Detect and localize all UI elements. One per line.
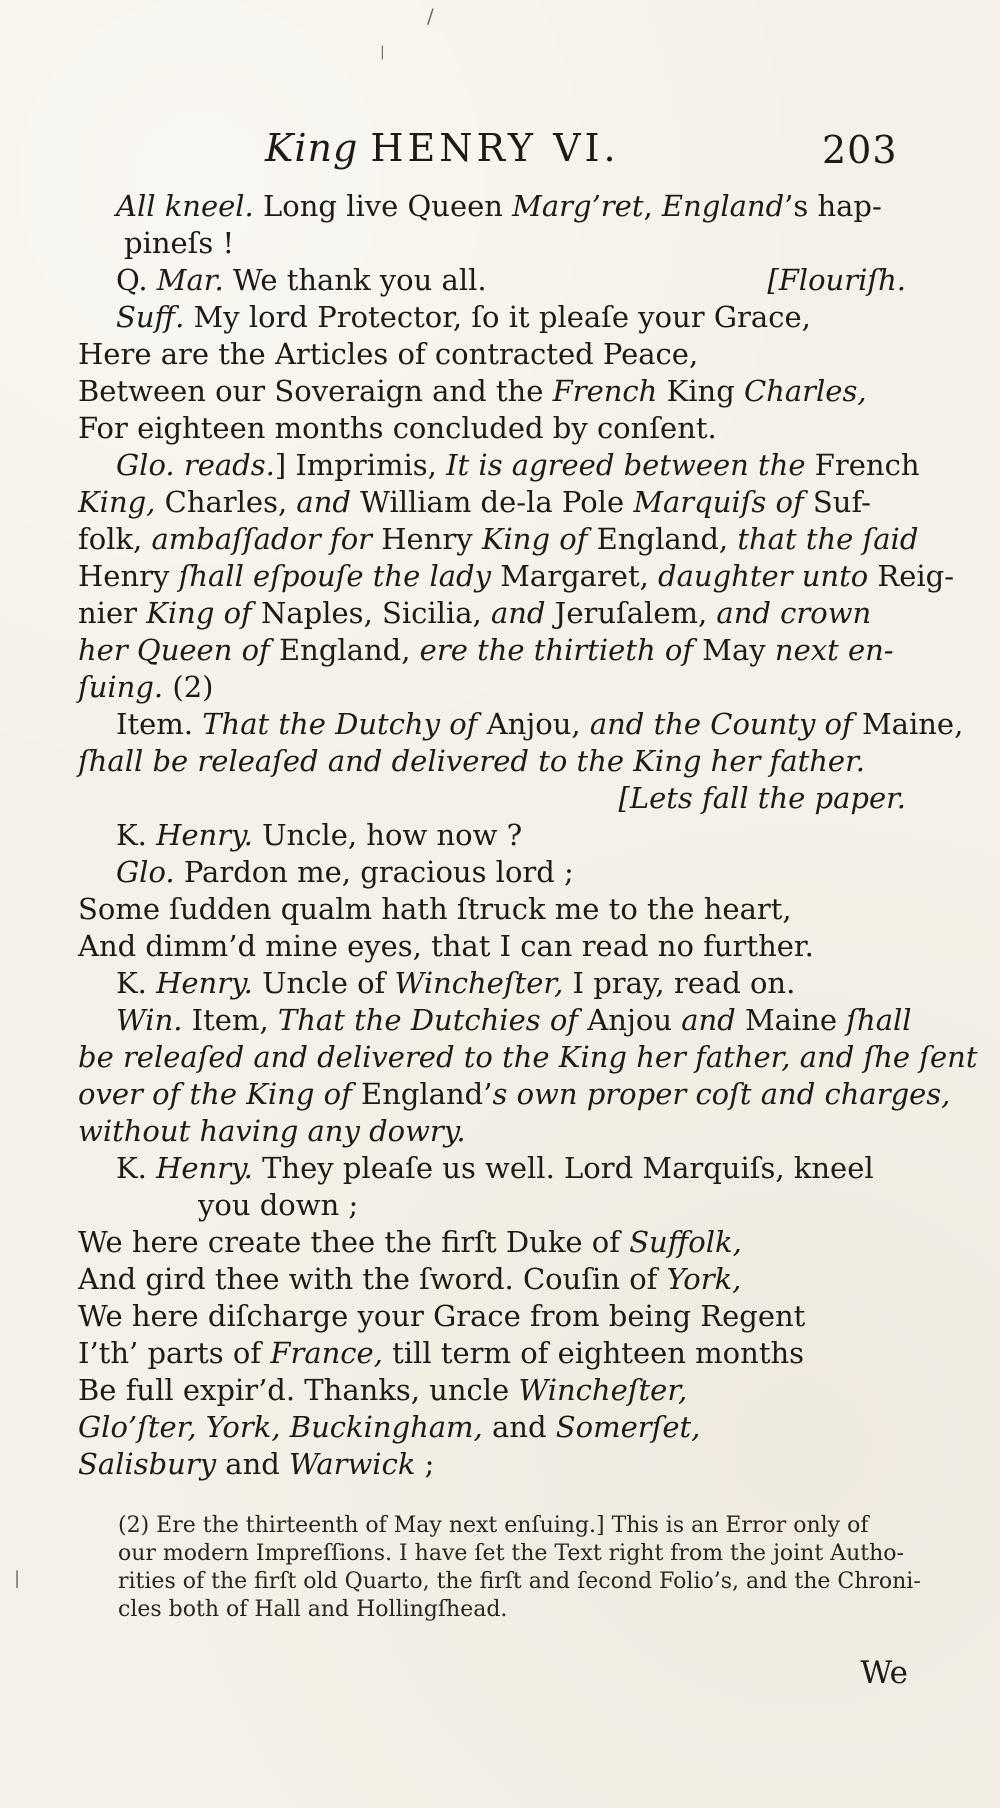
italic-text: her: [78, 633, 137, 667]
text-line: [78, 1372, 912, 1409]
italic-text: daughter unto: [658, 559, 869, 593]
running-head: [265, 126, 620, 170]
name: Marg’ret: [512, 189, 644, 223]
text-line: [78, 1409, 912, 1446]
name: Somerſet,: [555, 1410, 701, 1444]
line-text: [281, 1410, 290, 1444]
text-line: [78, 521, 919, 558]
line-text: Pardon me, gracious lord ;: [174, 855, 574, 889]
text-line: [78, 891, 912, 928]
name: Buckingham,: [289, 1410, 483, 1444]
text-line: [78, 1298, 912, 1335]
line-text: Uncle of: [252, 966, 395, 1000]
italic-text: without having any dowry.: [78, 1114, 466, 1148]
running-head-main: HENRY VI.: [370, 126, 620, 170]
speaker: Henry.: [156, 1151, 253, 1185]
italic-text: be releaſed and delivered to the King her father, and ſhe ſent: [78, 1040, 978, 1074]
line-text: My lord Protector, ſo it pleaſe your Grace,: [184, 300, 811, 334]
speaker: Glo.: [116, 855, 175, 889]
line-text: We here diſcharge your Grace from being Regent: [78, 1299, 806, 1333]
line-text: Maine,: [852, 707, 964, 741]
line-text: Maine: [735, 1003, 847, 1037]
top-tick-mark: |: [380, 44, 385, 60]
italic-text: ere the thirtieth of: [419, 633, 694, 667]
line-text: And dimm’d mine eyes, that I can read no further.: [78, 929, 814, 963]
name: Charles,: [743, 374, 867, 408]
italic-text: over of the King of: [78, 1077, 352, 1111]
line-text: Anjou,: [477, 707, 590, 741]
italic-text: That the Dutchy of: [202, 707, 478, 741]
name: Salisbury: [78, 1447, 217, 1481]
line-text: Charles,: [155, 485, 297, 519]
italic-text: ſuing.: [78, 670, 164, 704]
text-line: [78, 188, 912, 225]
line-text: Between our Soveraign and the: [78, 374, 553, 408]
line-text: Long live Queen: [253, 189, 513, 223]
speaker: Glo. reads.: [116, 448, 275, 482]
text-line: [78, 558, 955, 595]
text-line: [78, 373, 912, 410]
italic-text: King of: [481, 522, 588, 556]
name: York,: [205, 1410, 281, 1444]
line-text: Suf-: [803, 485, 871, 519]
line-text: Item,: [182, 1003, 278, 1037]
text-line: [78, 1113, 912, 1150]
line-text: Be full expir’d. Thanks, uncle: [78, 1373, 519, 1407]
footnote-line: rities of the firſt old Quarto, the firſt and ſecond Folio’s, and the Chroni-: [118, 1569, 921, 1594]
line-text: Some ſudden qualm hath ſtruck me to the heart,: [78, 892, 792, 926]
line-text: ;: [415, 1447, 435, 1481]
name: York,: [666, 1262, 742, 1296]
italic-text: next en-: [774, 633, 894, 667]
text-line: [78, 1335, 912, 1372]
line-text: K.: [116, 966, 157, 1000]
italic-text: s own proper coſt and charges,: [492, 1077, 951, 1111]
italic-text: That the Dutchies of: [277, 1003, 579, 1037]
text-line: [78, 669, 912, 706]
name: Suffolk,: [629, 1225, 742, 1259]
name: Wincheſter,: [518, 1373, 688, 1407]
line-text: Margaret,: [491, 559, 659, 593]
line-text: till term of eighteen months: [382, 1336, 805, 1370]
text-line: [78, 817, 912, 854]
italic-text: and crown: [716, 596, 872, 630]
text-line: [78, 447, 920, 484]
name: Wincheſter,: [394, 966, 564, 1000]
line-text: William de-la Pole: [350, 485, 634, 519]
speaker: Suff.: [116, 300, 185, 334]
running-head-italic: King: [265, 126, 359, 170]
line-text: you down ;: [198, 1188, 359, 1222]
text-line: [78, 1261, 912, 1298]
line-text: folk,: [78, 522, 152, 556]
speaker: All kneel.: [116, 189, 254, 223]
italic-text: King of: [146, 596, 252, 630]
line-text: May: [693, 633, 775, 667]
line-text: King: [657, 374, 744, 408]
line-text: And gird thee with the ſword. Couſin of: [78, 1262, 667, 1296]
line-text: nier: [78, 596, 147, 630]
line-text: and: [216, 1447, 290, 1481]
text-line: [78, 928, 912, 965]
text-line: [78, 854, 912, 891]
stage-direction: [Flouriſh.: [767, 263, 906, 297]
line-text: Item.: [116, 707, 203, 741]
text-line: [78, 706, 964, 743]
speaker: Henry.: [156, 966, 253, 1000]
text-line: [78, 299, 912, 336]
text-line: [78, 1039, 978, 1076]
text-line: [78, 1187, 912, 1224]
top-stroke-mark: /: [427, 4, 434, 28]
stage-direction: [Lets fall the paper.: [618, 781, 906, 815]
text-line: [78, 225, 912, 262]
line-text: England’: [351, 1077, 493, 1111]
italic-text: ſhall: [846, 1003, 912, 1037]
text-line: [78, 336, 912, 373]
line-text: I’th’ parts of: [78, 1336, 271, 1370]
italic-text: and: [296, 485, 351, 519]
text-line: [78, 1446, 912, 1483]
italic-text: and the County of: [589, 707, 853, 741]
line-text: England,: [269, 633, 420, 667]
footnote-line: (2) Ere the thirteenth of May next enſuing.] This is an Error only of: [118, 1513, 869, 1538]
text-line: [78, 780, 912, 817]
text-line: [78, 743, 912, 780]
line-text: England,: [587, 522, 738, 556]
line-text: They pleaſe us well. Lord Marquiſs, kneel: [252, 1151, 874, 1185]
line-text: K.: [116, 818, 157, 852]
page-number: 203: [822, 128, 898, 172]
speaker: Mar.: [156, 263, 224, 297]
speaker: Henry.: [156, 818, 253, 852]
italic-text: It is agreed between the: [446, 448, 806, 482]
italic-text: ambaſſador for: [151, 522, 373, 556]
text-line: [78, 965, 912, 1002]
text-line: [78, 410, 912, 447]
line-text: French: [805, 448, 920, 482]
text-line: [78, 632, 912, 669]
line-text: Reig-: [868, 559, 955, 593]
italic-text: ſhall eſpouſe the lady: [178, 559, 491, 593]
line-text: Uncle, how now ?: [252, 818, 523, 852]
speaker-prefix: Q.: [116, 263, 157, 297]
footnote-line: cles both of Hall and Hollingſhead.: [118, 1597, 508, 1622]
italic-text: that the ſaid: [737, 522, 919, 556]
speaker: Win.: [116, 1003, 183, 1037]
line-text: Henry: [78, 559, 179, 593]
italic-text: King,: [78, 485, 156, 519]
italic-text: and: [490, 596, 546, 630]
line-text: Anjou: [578, 1003, 682, 1037]
italic-text: Queen of: [136, 633, 270, 667]
line-text: For eighteen months concluded by conſent.: [78, 411, 717, 445]
name: France,: [270, 1336, 383, 1370]
name: Glo’ſter,: [78, 1410, 197, 1444]
catchword: We: [860, 1655, 908, 1691]
line-text: Henry: [372, 522, 482, 556]
line-text: ,: [643, 189, 662, 223]
text-line: [78, 484, 912, 521]
text-line: [78, 1076, 951, 1113]
line-text: We here create thee the firſt Duke of: [78, 1225, 630, 1259]
name: England: [661, 189, 785, 223]
line-text: K.: [116, 1151, 157, 1185]
italic-text: ſhall be releaſed and delivered to the King her father.: [78, 744, 865, 778]
text-line: [78, 1002, 912, 1039]
text-line: [78, 595, 912, 632]
footnote-line: our modern Impreſſions. I have ſet the Text right from the joint Autho-: [118, 1541, 904, 1566]
name: French: [552, 374, 658, 408]
italic-text: Marquiſs of: [633, 485, 804, 519]
name: Warwick: [289, 1447, 416, 1481]
text-line: [78, 1150, 912, 1187]
line-text: We thank you all.: [223, 263, 487, 297]
line-text: Naples, Sicilia,: [251, 596, 491, 630]
line-text: ’s hap-: [784, 189, 882, 223]
play-text: [78, 188, 978, 1483]
line-text: I pray, read on.: [563, 966, 796, 1000]
text-line: [78, 262, 912, 299]
line-text: [197, 1410, 206, 1444]
italic-text: and: [681, 1003, 736, 1037]
line-text: Jeruſalem,: [545, 596, 717, 630]
line-text: and: [482, 1410, 556, 1444]
left-margin-mark: |: [14, 1568, 21, 1589]
line-text: pineſs !: [124, 226, 235, 260]
footnote: [118, 1512, 921, 1624]
line-text: Here are the Articles of contracted Peace,: [78, 337, 699, 371]
footnote-marker: (2): [163, 670, 214, 704]
line-text: ] Imprimis,: [274, 448, 447, 482]
text-line: [78, 1224, 912, 1261]
